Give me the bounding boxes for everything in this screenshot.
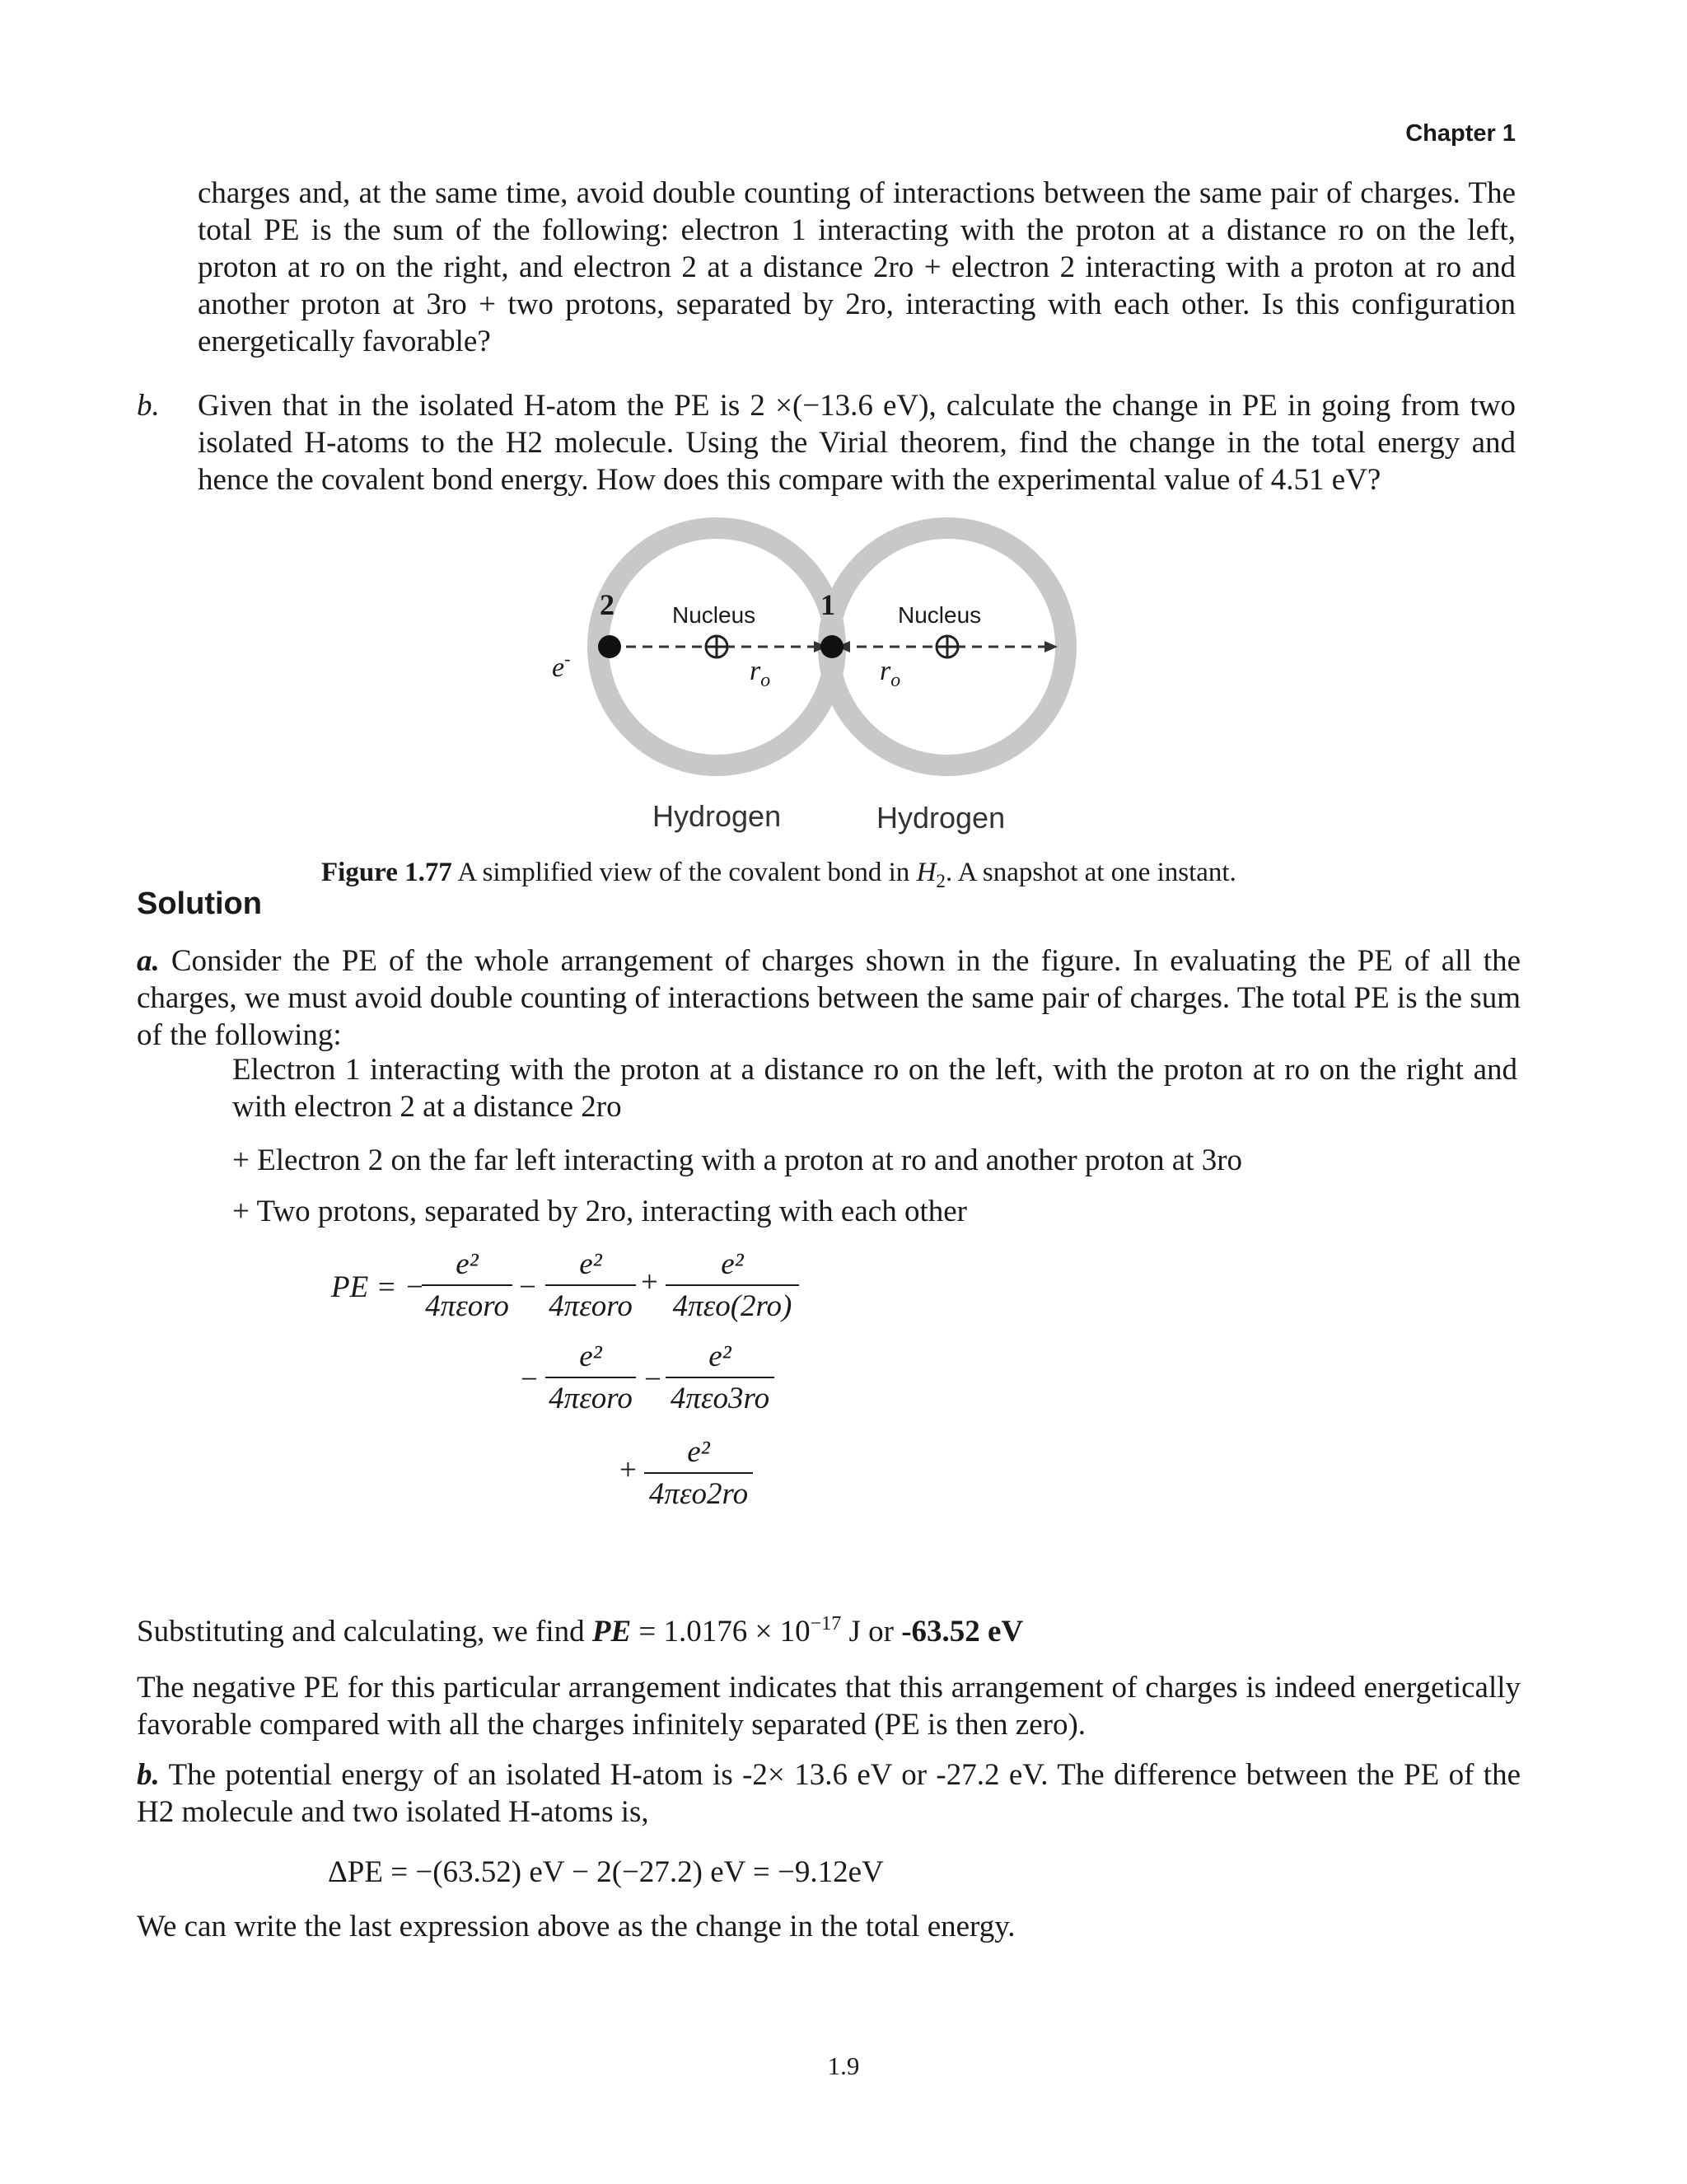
eq-op-2: + <box>641 1265 658 1299</box>
proton-right <box>937 636 958 657</box>
question-part-a-continued: charges and, at the same time, avoid double counting of interactions between the same pair of charges. The total PE is the sum of the following: electron 1 interacting with the proton at a distance ro on the left, proton at ro on the right, and electron 2 at a distance 2ro + electron 2 interacting with a proton at ro and another proton at 3ro + two protons, separated by 2ro, interacting with each other. Is this configuration energetically favorable? <box>198 176 1516 358</box>
caption-figure-number: Figure 1.77 <box>321 858 452 887</box>
figure-caption <box>321 854 1236 891</box>
eq-op-4: − <box>644 1363 661 1396</box>
solution-item-3: + Two protons, separated by 2ro, interacting with each other <box>232 1195 967 1228</box>
solution-heading: Solution <box>137 886 262 921</box>
eq-term-6: e² 4πεo2ro <box>644 1433 753 1513</box>
eq-term-5: e² 4πεo3ro <box>666 1338 774 1417</box>
label-electron-2: 2 <box>600 588 615 621</box>
label-electron-1: 1 <box>820 588 835 621</box>
substitution-result: Substituting and calculating, we find PE = $1.0176 \times 10^{-17}$ J or -63.52 eV <box>137 1613 1024 1649</box>
h2-diagram <box>527 511 1087 849</box>
eq-op-1: − <box>519 1270 536 1304</box>
negative-pe-explanation: The negative PE for this particular arrangement indicates that this arrangement of charges is indeed energetically favorable compared with all the charges infinitely separated (PE is then zero). <box>137 1671 1521 1742</box>
caption-text-before: A simplified view of the covalent bond in <box>457 858 917 887</box>
label-hydrogen-left: Hydrogen <box>652 799 782 833</box>
eq-term-2: e² 4πεoro <box>545 1246 636 1325</box>
electron-2 <box>598 635 621 658</box>
label-electron-e: e- <box>552 648 571 683</box>
last-line: We can write the last expression above as the change in the total energy. <box>137 1910 1016 1943</box>
eq-op-3: − <box>521 1363 538 1396</box>
label-r-left: $r_o$ <box>750 656 771 691</box>
solution-item-2: + Electron 2 on the far left interacting with a proton at ro and another proton at 3ro <box>232 1143 1243 1177</box>
delta-pe-equation: ΔPE = −(63.52) eV − 2(−27.2) eV = −9.12eV <box>328 1855 884 1889</box>
eq-lhs: PE = − <box>331 1270 425 1304</box>
label-nucleus-right: Nucleus <box>898 602 982 628</box>
caption-text-after: . A snapshot at one instant. <box>945 858 1236 887</box>
eq-op-5: + <box>619 1453 637 1487</box>
h2-covalent-bond-figure <box>527 511 1087 849</box>
caption-h: H <box>916 858 937 887</box>
eq-term-3: e² 4πεo(2ro) <box>666 1246 799 1325</box>
question-part-b-label: b. <box>137 389 160 423</box>
label-r-right: $r_o$ <box>880 656 901 691</box>
electron-1 <box>820 635 844 658</box>
label-hydrogen-right: Hydrogen <box>876 801 1006 835</box>
solution-part-a: a. Consider the PE of the whole arrangement of charges shown in the figure. In evaluating the PE of all the charges, we must avoid double counting of interactions between the same pair of charges. The total PE is the sum of the following: <box>137 944 1521 1052</box>
page-number: 1.9 <box>827 2051 860 2080</box>
caption-sub: 2 <box>936 870 946 891</box>
solution-item-1: Electron 1 interacting with the proton at a distance ro on the left, with the proton at ro on the right and with electron 2 at a distance 2ro <box>232 1053 1517 1124</box>
solution-part-b: b. The potential energy of an isolated H-atom is -2× 13.6 eV or -27.2 eV. The difference between the PE of the H2 molecule and two isolated H-atoms is, <box>137 1758 1521 1829</box>
chapter-header: Chapter 1 <box>1405 120 1516 147</box>
proton-left <box>706 636 727 657</box>
eq-term-4: e² 4πεoro <box>545 1338 636 1417</box>
label-nucleus-left: Nucleus <box>672 602 756 628</box>
eq-term-1: e² 4πεoro <box>422 1246 512 1325</box>
question-part-b: Given that in the isolated H-atom the PE is 2 ×(−13.6 eV), calculate the change in PE in going from two isolated H-atoms to the H2 molecule. Using the Virial theorem, find the change in the total energy and hence the covalent bond energy. How does this compare with the experimental value of 4.51 eV? <box>198 389 1516 497</box>
